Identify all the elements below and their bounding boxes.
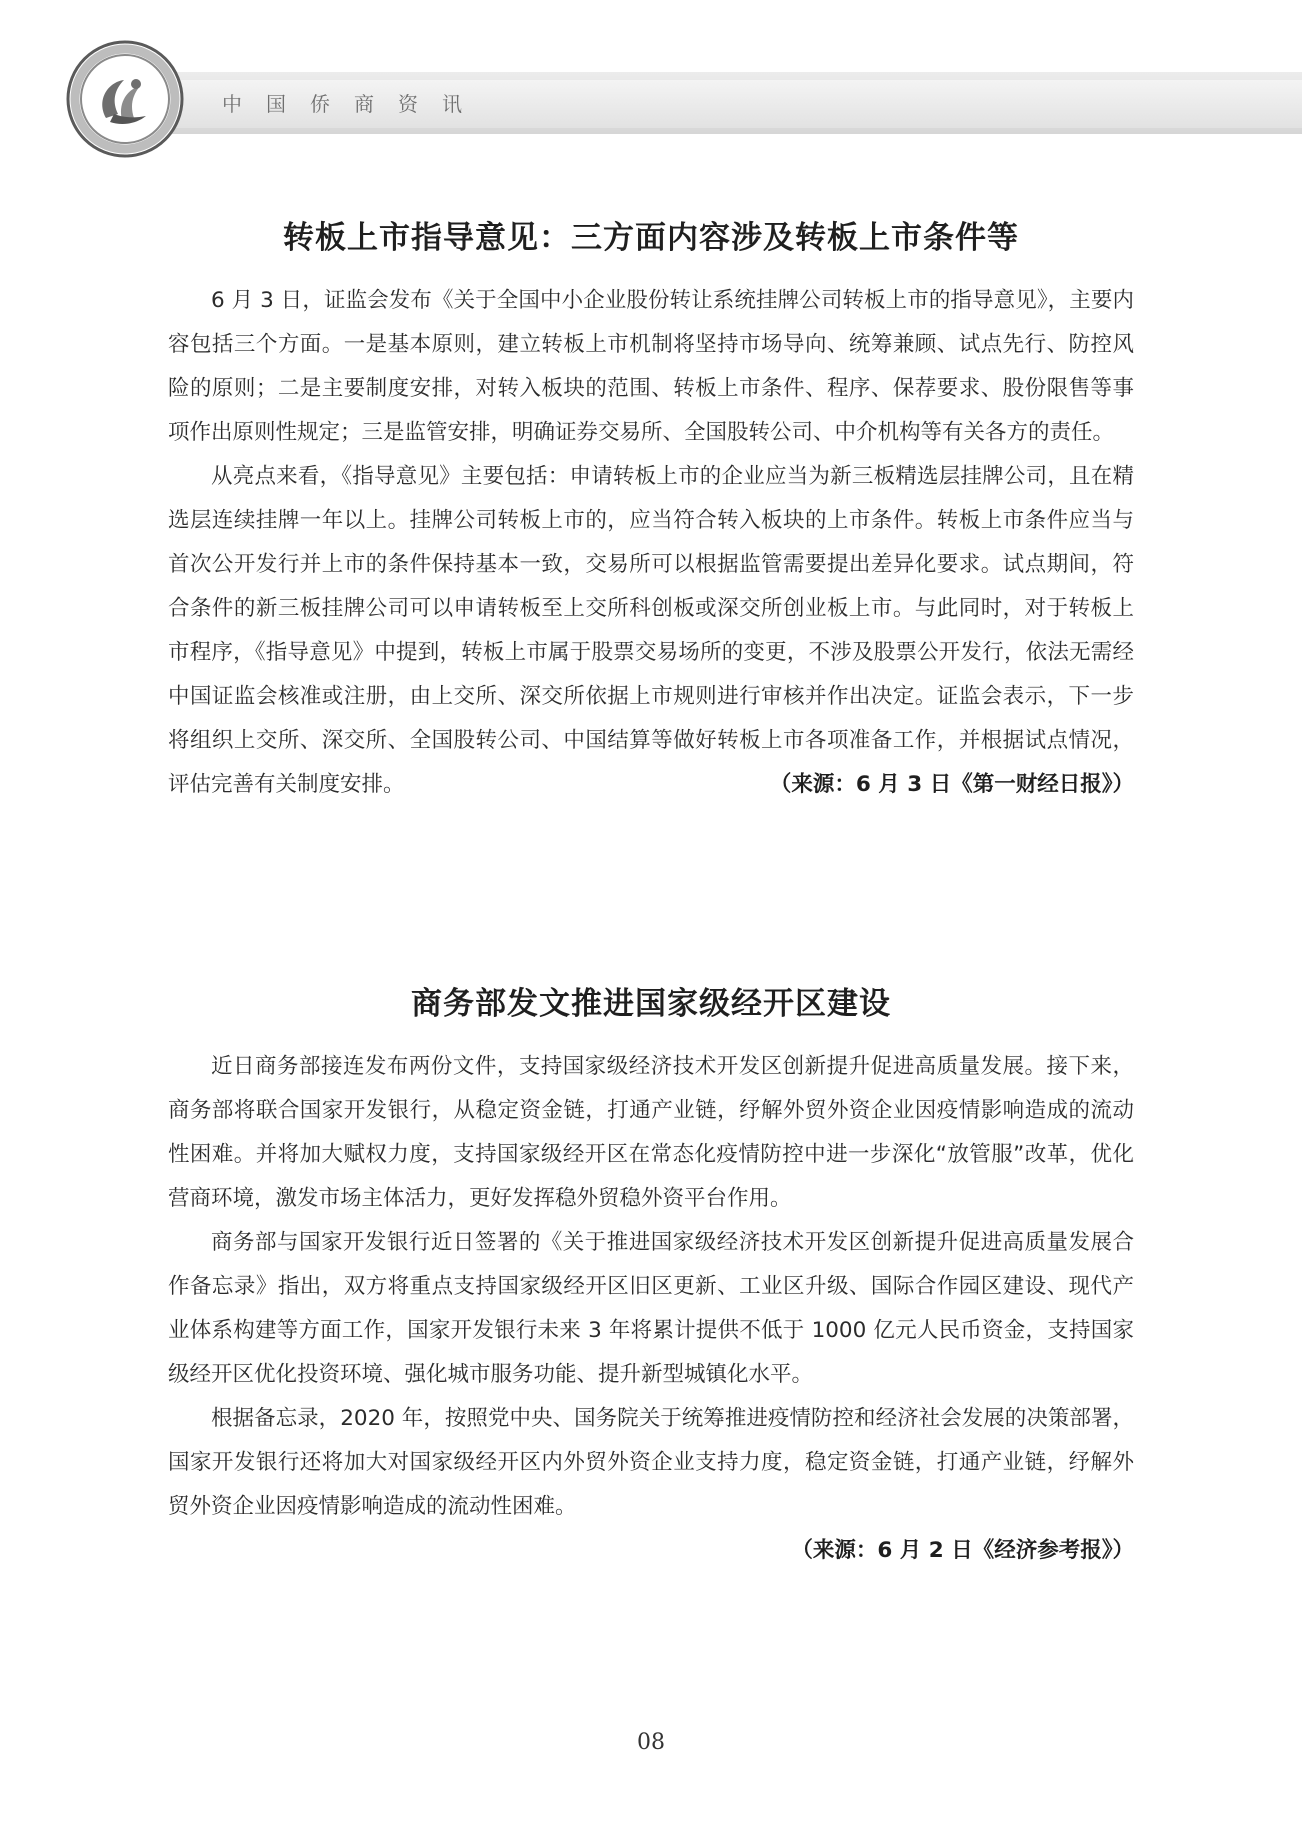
header-title: 中国侨商资讯	[222, 92, 486, 116]
article-paragraph: 近日商务部接连发布两份文件，支持国家级经济技术开发区创新提升促进高质量发展。接下来，商务部将联合国家开发银行，从稳定资金链，打通产业链，纾解外贸外资企业因疫情影响造成的流动性困难。并将加大赋权力度，支持国家级经开区在常态化疫情防控中进一步深化“放管服”改革，优化营商环境，激发市场主体活力，更好发挥稳外贸稳外资平台作用。	[168, 1054, 1134, 1211]
article-title: 商务部发文推进国家级经开区建设	[411, 986, 891, 1022]
article-source: （来源：6 月 2 日《经济参考报》）	[791, 1538, 1134, 1563]
article-paragraph-text: 从亮点来看，《指导意见》主要包括：申请转板上市的企业应当为新三板精选层挂牌公司，且在精选层连续挂牌一年以上。挂牌公司转板上市的，应当符合转入板块的上市条件。转板上市条件应当与首次公开发行并上市的条件保持基本一致，交易所可以根据监管需要提出差异化要求。试点期间，符合条件的新三板挂牌公司可以申请转板至上交所科创板或深交所创业板上市。与此同时，对于转板上市程序，《指导意见》中提到，转板上市属于股票交易场所的变更，不涉及股票公开发行，依法无需经中国证监会核准或注册，由上交所、深交所依据上市规则进行审核并作出决定。证监会表示，下一步将组织上交所、深交所、全国股转公司、中国结算等做好转板上市各项准备工作，并根据试点情况，评估完善有关制度安排。	[168, 464, 1134, 797]
article-source: （来源：6 月 3 日《第一财经日报》）	[769, 772, 1134, 797]
article-title: 转板上市指导意见：三方面内容涉及转板上市条件等	[283, 220, 1019, 256]
article-paragraph: 根据备忘录，2020 年，按照党中央、国务院关于统筹推进疫情防控和经济社会发展的决策部署，国家开发银行还将加大对国家级经开区内外贸外资企业支持力度，稳定资金链，打通产业链，纾解外贸外资企业因疫情影响造成的流动性困难。	[168, 1406, 1134, 1519]
page-number: 08	[637, 1730, 665, 1755]
article-paragraph: 6 月 3 日，证监会发布《关于全国中小企业股份转让系统挂牌公司转板上市的指导意见》，主要内容包括三个方面。一是基本原则，建立转板上市机制将坚持市场导向、统筹兼顾、试点先行、防控风险的原则；二是主要制度安排，对转入板块的范围、转板上市条件、程序、保荐要求、股份限售等事项作出原则性规定；三是监管安排，明确证券交易所、全国股转公司、中介机构等有关各方的责任。	[168, 288, 1134, 445]
article-2	[168, 978, 1134, 1573]
article-paragraph	[168, 455, 1134, 807]
article-1	[168, 212, 1134, 807]
federation-logo-icon	[66, 40, 184, 158]
article-paragraph: 商务部与国家开发银行近日签署的《关于推进国家级经济技术开发区创新提升促进高质量发展合作备忘录》指出，双方将重点支持国家级经开区旧区更新、工业区升级、国际合作园区建设、现代产业体系构建等方面工作，国家开发银行未来 3 年将累计提供不低于 1000 亿元人民币资金，支持国家级经开区优化投资环境、强化城市服务功能、提升新型城镇化水平。	[168, 1230, 1134, 1387]
